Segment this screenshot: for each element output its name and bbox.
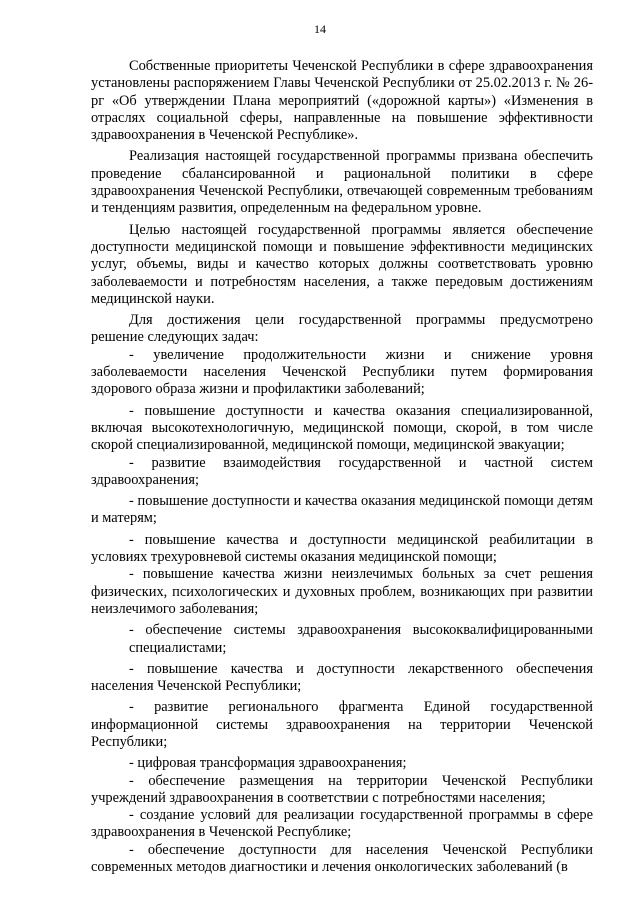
task-item-specialists: - обеспечение системы здравоохранения высококвалифицированными специалистами; xyxy=(129,622,593,656)
paragraph-implementation: Реализация настоящей государственной программы призвана обеспечить проведение сбалансированной и рациональной политики в сфере здравоохранения Чеченской Республики, отвечающей современным требованиям и тенденциям развития, определенным на федеральном уровне. xyxy=(91,148,593,217)
paragraph-priorities: Собственные приоритеты Чеченской Республики в сфере здравоохранения установлены распоряжением Главы Чеченской Республики от 25.02.2013 г. № 26-рг «Об утверждении Плана мероприятий («дорожной карты») «Изменения в отраслях социальной сферы, направленные на повышение эффективности здравоохранения в Чеченской Республике». xyxy=(91,58,593,144)
task-item-mothers-children: - повышение доступности и качества оказания медицинской помощи детям и матерям; xyxy=(91,493,593,527)
page-number: 14 xyxy=(314,22,326,36)
task-item-digital: - цифровая трансформация здравоохранения; xyxy=(129,755,407,772)
paragraph-tasks-intro: Для достижения цели государственной программы предусмотрено решение следующих задач: xyxy=(91,312,593,346)
document-body xyxy=(91,58,593,876)
task-item-specialized-care: - повышение доступности и качества оказания специализированной, включая высокотехнологичную, медицинской помощи, скорой, в том числе скорой специализированной, медицинской помощи, медицинской эвакуации; xyxy=(91,402,593,454)
task-item-medicines: - повышение качества и доступности лекарственного обеспечения населения Чеченской Республики; xyxy=(91,660,593,695)
task-item-oncology: - обеспечение доступности для населения Чеченской Республики современных методов диагностики и лечения онкологических заболеваний (в xyxy=(91,841,593,876)
task-item-rehabilitation: - повышение качества и доступности медицинской реабилитации в условиях трехуровневой системы оказания медицинской помощи; xyxy=(91,531,593,566)
paragraph-goal: Целью настоящей государственной программы является обеспечение доступности медицинской помощи и повышение эффективности медицинских услуг, объемы, виды и качество которых должны соответствовать уровню заболеваемости и потребностям населения, а также передовым достижениям медицинской науки. xyxy=(91,221,593,307)
task-item-palliative: - повышение качества жизни неизлечимых больных за счет решения физических, психологических и духовных проблем, возникающих при развитии неизлечимого заболевания; xyxy=(91,566,593,617)
task-item-life-expectancy: - увеличение продолжительности жизни и снижение уровня заболеваемости населения Чеченской Республики путем формирования здорового образа жизни и профилактики заболеваний; xyxy=(91,346,593,398)
task-item-public-private: - развитие взаимодействия государственной и частной систем здравоохранения; xyxy=(91,454,593,488)
task-item-facilities: - обеспечение размещения на территории Чеченской Республики учреждений здравоохранения в соответствии с потребностями населения; xyxy=(91,772,593,806)
task-item-information-system: - развитие регионального фрагмента Единой государственной информационной системы здравоохранения на территории Чеченской Республики; xyxy=(91,699,593,750)
task-item-conditions: - создание условий для реализации государственной программы в сфере здравоохранения в Чеченской Республике; xyxy=(91,807,593,841)
